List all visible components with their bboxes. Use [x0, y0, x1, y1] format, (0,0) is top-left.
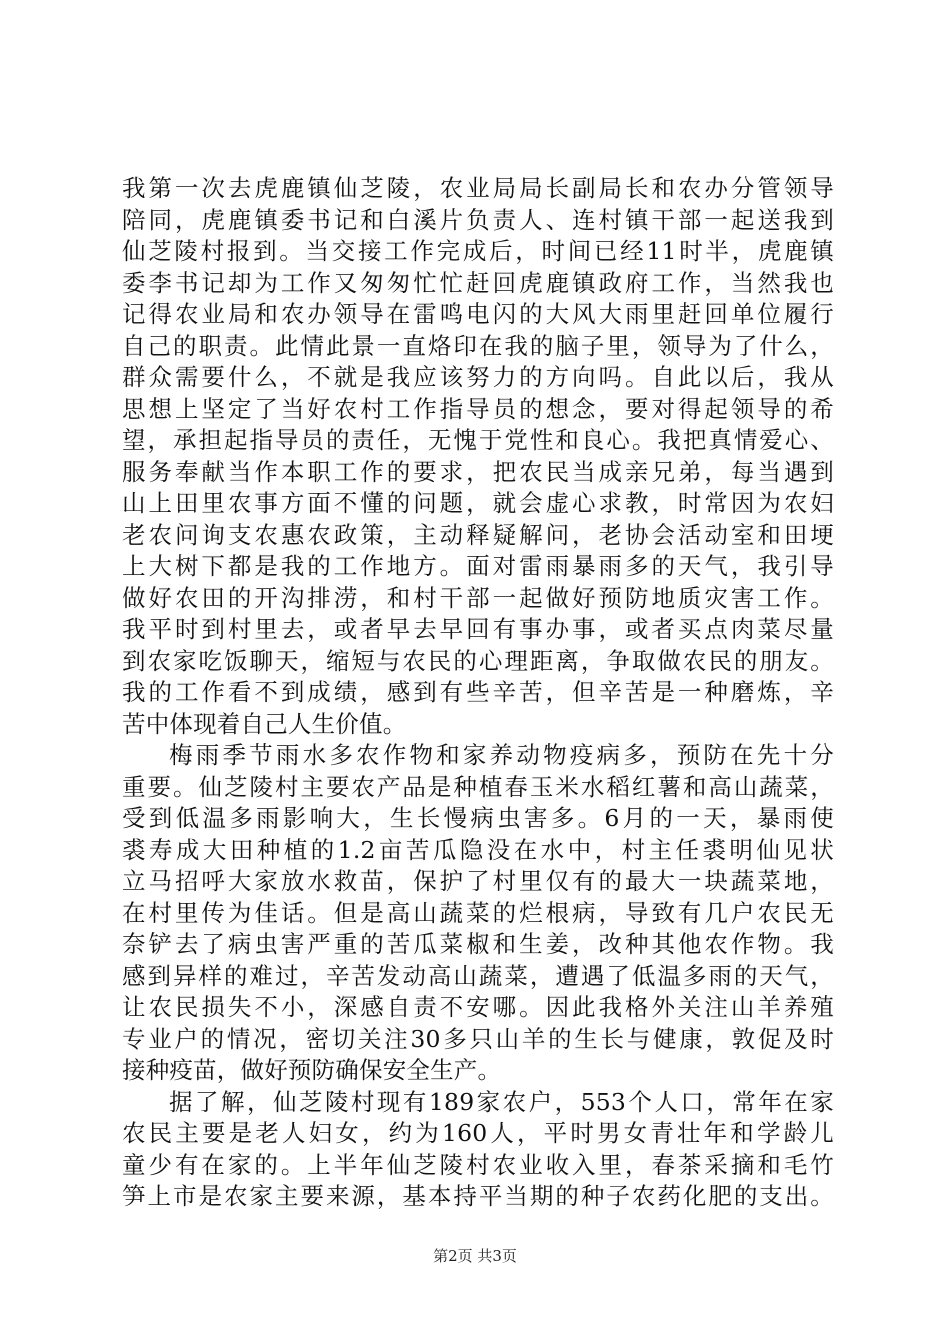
text-line: 仙芝陵村报到。当交接工作完成后，时间已经11时半，虎鹿镇	[122, 237, 834, 265]
text-line: 望，承担起指导员的责任，无愧于党性和良心。我把真情爱心、	[122, 426, 834, 454]
text-line: 专业户的情况，密切关注30多只山羊的生长与健康，敦促及时	[122, 1024, 834, 1053]
text-line: 我的工作看不到成绩，感到有些辛苦，但辛苦是一种磨炼，辛	[122, 678, 834, 706]
text-line: 上大树下都是我的工作地方。面对雷雨暴雨多的天气，我引导	[122, 552, 834, 580]
text-line: 奈铲去了病虫害严重的苦瓜菜椒和生姜，改种其他农作物。我	[122, 930, 834, 958]
text-line: 梅雨季节雨水多农作物和家养动物疫病多，预防在先十分	[169, 741, 834, 769]
text-line: 感到异样的难过，辛苦发动高山蔬菜，遭遇了低温多雨的天气，	[122, 961, 834, 990]
text-line: 立马招呼大家放水救苗，保护了村里仅有的最大一块蔬菜地，	[122, 867, 834, 895]
text-line: 到农家吃饭聊天，缩短与农民的心理距离，争取做农民的朋友。	[122, 646, 834, 675]
text-line: 山上田里农事方面不懂的问题，就会虚心求教，时常因为农妇	[122, 489, 834, 517]
text-line: 做好农田的开沟排涝，和村干部一起做好预防地质灾害工作。	[122, 583, 834, 612]
text-line: 接种疫苗，做好预防确保安全生产。	[122, 1056, 502, 1084]
text-line: 农民主要是老人妇女，约为160人，平时男女青壮年和学龄儿	[122, 1119, 834, 1147]
text-line: 据了解，仙芝陵村现有189家农户，553个人口，常年在家	[169, 1087, 834, 1116]
text-line: 受到低温多雨影响大，生长慢病虫害多。6月的一天，暴雨使	[122, 804, 834, 832]
text-line: 重要。仙芝陵村主要农产品是种植春玉米水稻红薯和高山蔬菜，	[122, 772, 834, 801]
text-line: 陪同，虎鹿镇委书记和白溪片负责人、连村镇干部一起送我到	[122, 205, 834, 234]
text-line: 老农问询支农惠农政策，主动释疑解问，老协会活动室和田埂	[122, 520, 834, 549]
text-line: 童少有在家的。上半年仙芝陵村农业收入里，春茶采摘和毛竹	[122, 1150, 834, 1179]
page-number-footer: 第2页 共3页	[433, 1247, 517, 1265]
text-line: 自己的职责。此情此景一直烙印在我的脑子里，领导为了什么，	[122, 331, 834, 360]
text-line: 让农民损失不小，深感自责不安哪。因此我格外关注山羊养殖	[122, 993, 834, 1021]
text-line: 思想上坚定了当好农村工作指导员的想念，要对得起领导的希	[122, 394, 834, 423]
text-line: 在村里传为佳话。但是高山蔬菜的烂根病，导致有几户农民无	[122, 898, 834, 927]
text-line: 委李书记却为工作又匆匆忙忙赶回虎鹿镇政府工作，当然我也	[122, 268, 834, 297]
text-line: 我第一次去虎鹿镇仙芝陵，农业局局长副局长和农办分管领导	[122, 174, 834, 202]
text-line: 裘寿成大田种植的1.2亩苦瓜隐没在水中，村主任裘明仙见状	[122, 835, 834, 864]
text-line: 我平时到村里去，或者早去早回有事办事，或者买点肉菜尽量	[122, 615, 834, 643]
text-line: 记得农业局和农办领导在雷鸣电闪的大风大雨里赶回单位履行	[122, 300, 834, 328]
text-line: 苦中体现着自己人生价值。	[122, 709, 407, 738]
document-body	[122, 173, 834, 1213]
text-line: 笋上市是农家主要来源，基本持平当期的种子农药化肥的支出。	[122, 1182, 834, 1210]
text-line: 群众需要什么，不就是我应该努力的方向吗。自此以后，我从	[122, 363, 834, 391]
text-line: 服务奉献当作本职工作的要求，把农民当成亲兄弟，每当遇到	[122, 457, 834, 486]
